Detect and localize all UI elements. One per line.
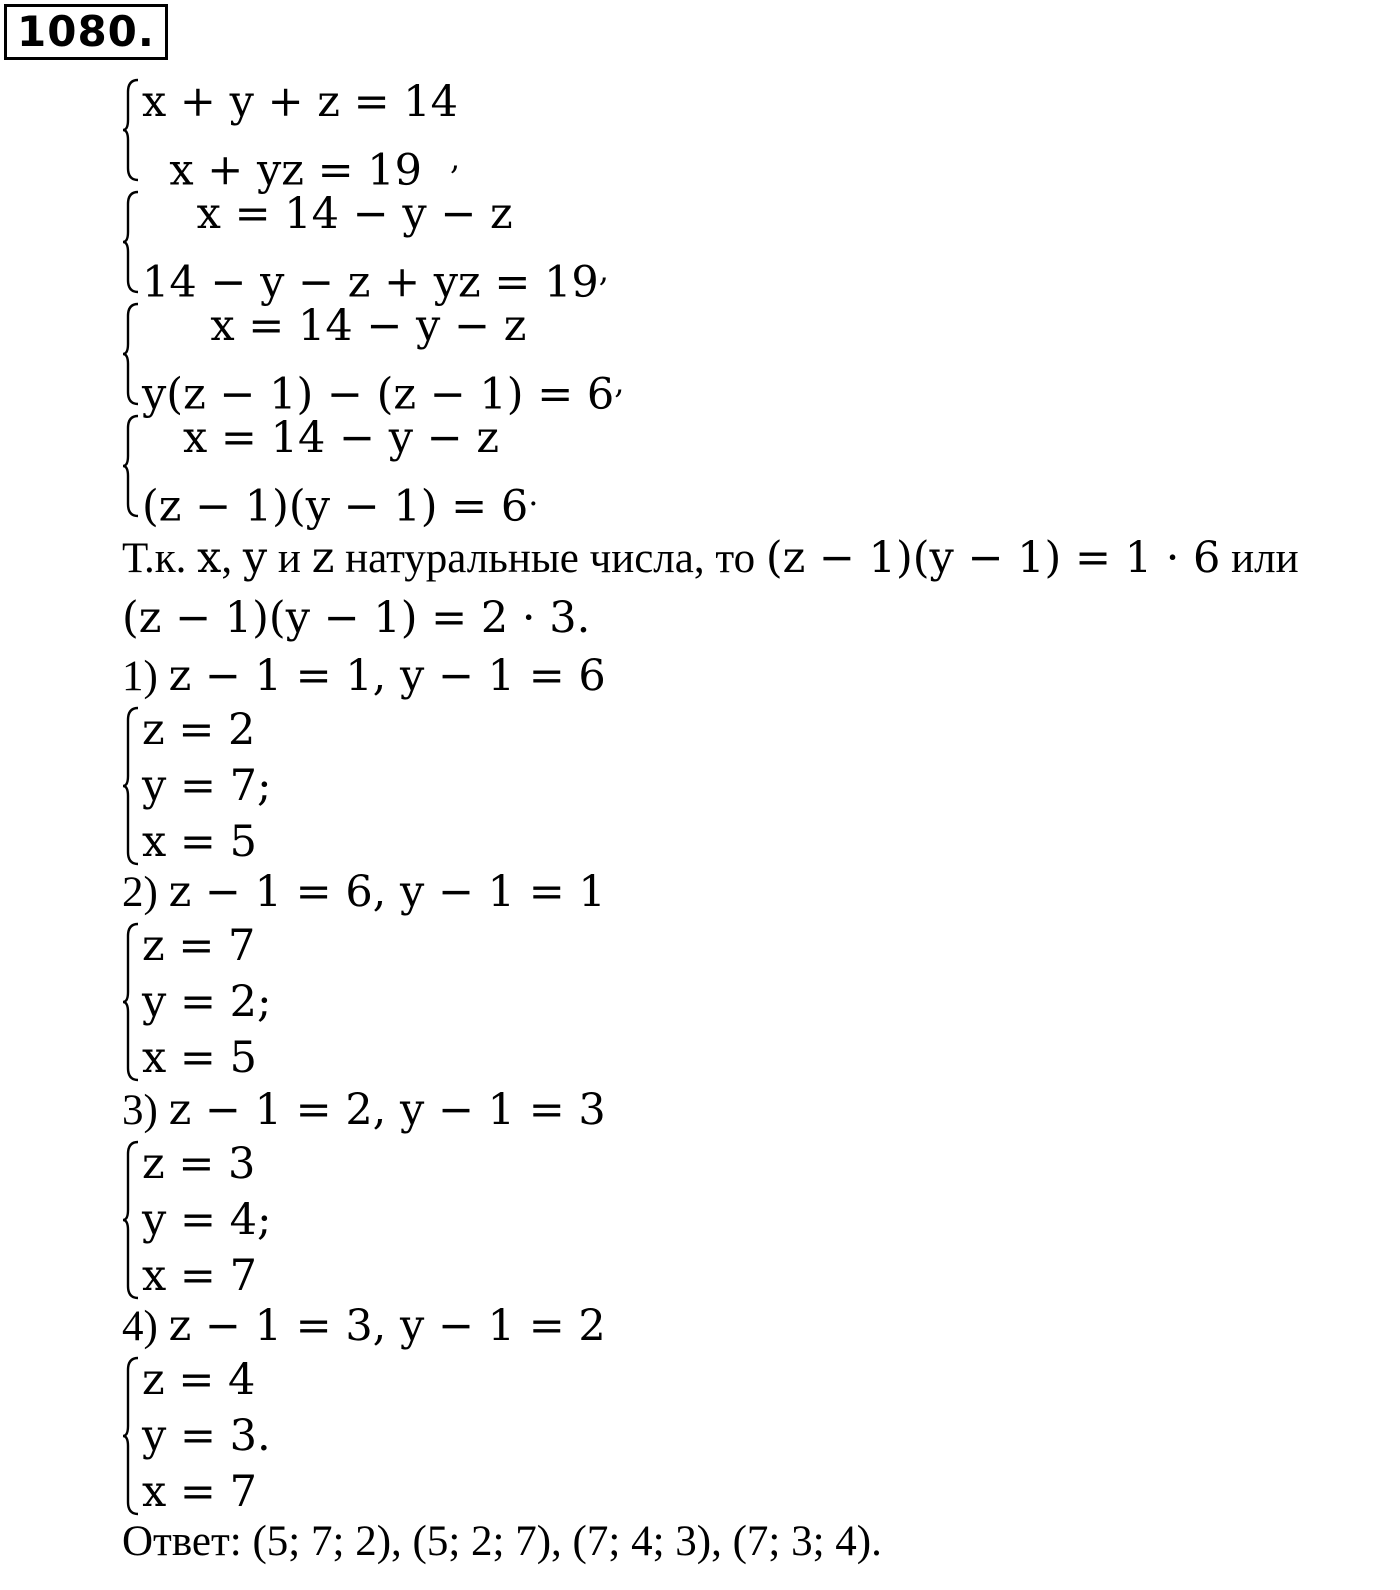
punctuation-mark: ,: [614, 363, 625, 401]
solution-row: x = 7: [142, 1467, 257, 1517]
solution-row: z = 2: [142, 705, 256, 755]
brace-icon: [122, 920, 140, 1084]
punctuation-mark: .: [528, 475, 539, 513]
brace-icon: [122, 188, 140, 296]
system-row: y(z − 1) − (z − 1) = 6: [142, 369, 615, 420]
solution-row: x = 5: [142, 1033, 257, 1083]
solution-row: y = 4;: [142, 1195, 272, 1245]
case-heading-4: 4) z − 1 = 3, y − 1 = 2: [122, 1301, 606, 1351]
punctuation-mark: ,: [449, 139, 461, 177]
case-heading-2: 2) z − 1 = 6, y − 1 = 1: [122, 867, 606, 917]
system-row: x + yz = 19: [142, 145, 422, 196]
solution-row: z = 4: [142, 1355, 256, 1405]
solution-row: y = 7;: [142, 761, 272, 811]
reasoning-line: Т.к. x, y и z натуральные числа, то (z − 1)(y − 1) = 1 · 6 или: [122, 533, 1299, 583]
system-row: x = 14 − y − z: [142, 413, 500, 463]
system-row: x = 14 − y − z: [142, 301, 527, 351]
answer-line: [122, 1514, 882, 1570]
brace-icon: [122, 1354, 140, 1518]
solution-row: z = 3: [142, 1139, 256, 1189]
solution-row: x = 7: [142, 1251, 257, 1301]
punctuation-mark: ,: [598, 251, 609, 289]
brace-icon: [122, 300, 140, 408]
system-row: (z − 1)(y − 1) = 6: [142, 481, 529, 532]
brace-icon: [122, 704, 140, 868]
solution-row: y = 3.: [142, 1411, 271, 1461]
brace-icon: [122, 76, 140, 184]
answer-label: Ответ:: [122, 1518, 253, 1565]
case-heading-3: 3) z − 1 = 2, y − 1 = 3: [122, 1085, 606, 1135]
solution-row: z = 7: [142, 921, 256, 971]
product-expression: (z − 1)(y − 1) = 1 · 6: [765, 533, 1221, 583]
solution-row: y = 2;: [142, 977, 272, 1027]
answer-value: (5; 7; 2), (5; 2; 7), (7; 4; 3), (7; 3; 4).: [252, 1518, 882, 1565]
system-row: 14 − y − z + yz = 19: [142, 257, 599, 308]
case-heading-1: 1) z − 1 = 1, y − 1 = 6: [122, 651, 606, 701]
brace-icon: [122, 1138, 140, 1302]
system-row: x = 14 − y − z: [142, 189, 513, 239]
product-expression: (z − 1)(y − 1) = 2 · 3.: [122, 593, 591, 643]
brace-icon: [122, 412, 140, 520]
problem-number: 1080.: [4, 4, 168, 60]
solution-row: x = 5: [142, 817, 257, 867]
system-row: x + y + z = 14: [142, 77, 459, 127]
